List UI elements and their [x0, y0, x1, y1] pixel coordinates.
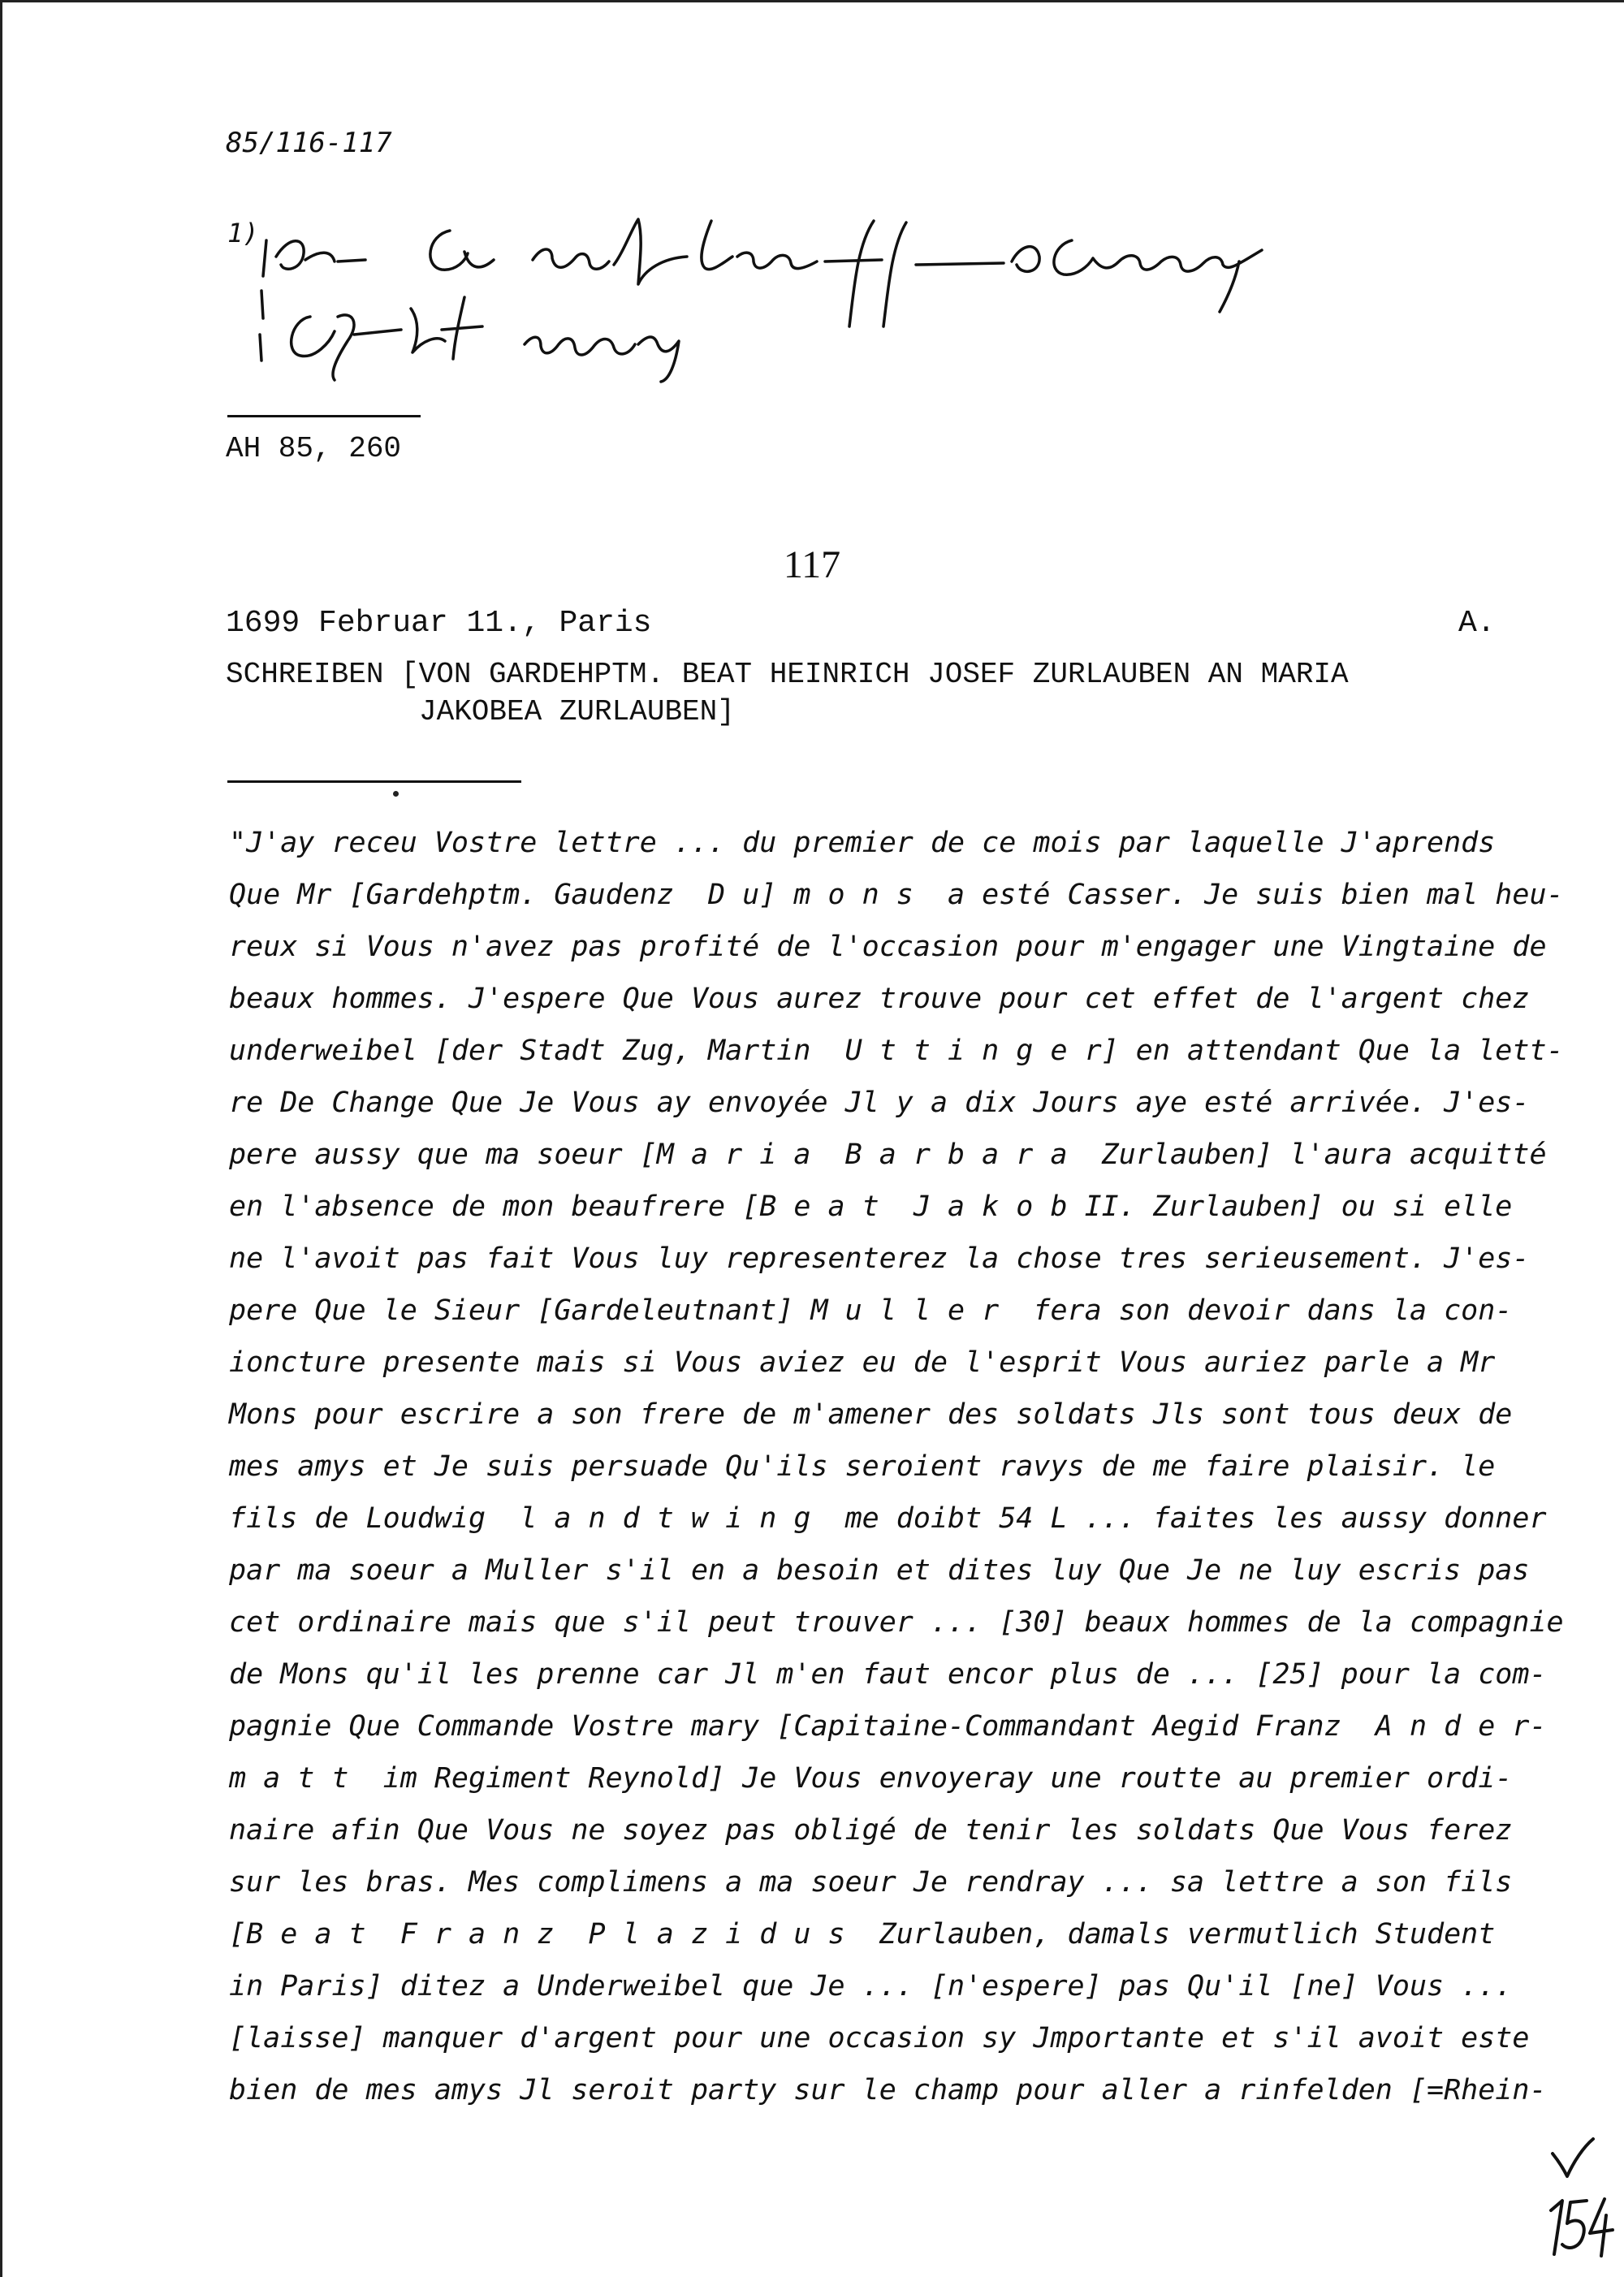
- footnote-marker: 1): [227, 218, 259, 248]
- letter-line: Que Mr [Gardehptm. Gaudenz D u] m o n s a esté Casser. Je suis bien mal heu-: [229, 879, 1564, 911]
- letter-body: [229, 817, 1564, 2116]
- page-border-top: [0, 0, 1624, 2]
- document-number: 117: [783, 543, 841, 586]
- handwritten-signature: [257, 213, 1280, 383]
- letter-line: ioncture presente mais si Vous aviez eu de l'esprit Vous auriez parle a Mr: [229, 1346, 1496, 1379]
- letter-line: mes amys et Je suis persuade Qu'ils seroient ravys de me faire plaisir. le: [229, 1450, 1496, 1483]
- letter-line: "J'ay receu Vostre lettre ... du premier de ce mois par laquelle J'aprends: [229, 827, 1496, 859]
- letter-line: m a t t im Regiment Reynold] Je Vous envoyeray une routte au premier ordi-: [229, 1762, 1513, 1795]
- letter-line: en l'absence de mon beaufrere [B e a t J a k o b II. Zurlauben] ou si elle: [229, 1190, 1513, 1223]
- letter-line: Mons pour escrire a son frere de m'amener des soldats Jls sont tous deux de: [229, 1398, 1513, 1431]
- date-place: 1699 Februar 11., Paris: [226, 606, 652, 641]
- letter-line: sur les bras. Mes complimens a ma soeur Je rendray ... sa lettre a son fils: [229, 1866, 1513, 1899]
- letter-line: bien de mes amys Jl seroit party sur le champ pour aller a rinfelden [=Rhein-: [229, 2074, 1547, 2106]
- source-reference: AH 85, 260: [226, 432, 402, 465]
- letter-line: underweibel [der Stadt Zug, Martin U t t i n g e r] en attendant Que la lett-: [229, 1035, 1564, 1067]
- letter-line: in Paris] ditez a Underweibel que Je ... [n'espere] pas Qu'il [ne] Vous ...: [229, 1970, 1513, 2003]
- letter-line: pagnie Que Commande Vostre mary [Capitaine-Commandant Aegid Franz A n d e r-: [229, 1710, 1547, 1743]
- letter-line: [laisse] manquer d'argent pour une occasion sy Jmportante et s'il avoit este: [229, 2022, 1530, 2054]
- letter-line: pere Que le Sieur [Gardeleutnant] M u l l e r fera son devoir dans la con-: [229, 1294, 1513, 1327]
- letter-line: par ma soeur a Muller s'il en a besoin et dites luy Que Je ne luy escris pas: [229, 1554, 1530, 1587]
- letter-line: cet ordinaire mais que s'il peut trouver ... [30] beaux hommes de la compagnie: [229, 1606, 1564, 1639]
- letter-line: pere aussy que ma soeur [M a r i a B a r b a r a Zurlauben] l'aura acquitté: [229, 1138, 1547, 1171]
- checkmark-icon: [1548, 2134, 1596, 2183]
- letter-line: ne l'avoit pas fait Vous luy representerez la chose tres serieusement. J'es-: [229, 1242, 1530, 1275]
- separator-rule: [227, 780, 521, 783]
- reference-number: 85/116-117: [226, 127, 392, 159]
- archive-mark: A.: [1458, 606, 1496, 641]
- document-heading: SCHREIBEN [VON GARDEHPTM. BEAT HEINRICH JOSEF ZURLAUBEN AN MARIA: [226, 658, 1349, 691]
- letter-line: beaux hommes. J'espere Que Vous aurez trouve pour cet effet de l'argent chez: [229, 983, 1530, 1015]
- letter-line: de Mons qu'il les prenne car Jl m'en faut encor plus de ... [25] pour la com-: [229, 1658, 1547, 1691]
- document-heading-continued: JAKOBEA ZURLAUBEN]: [419, 695, 735, 728]
- letter-line: fils de Loudwig l a n d t w i n g me doibt 54 L ... faites les aussy donner: [229, 1502, 1547, 1535]
- letter-line: [B e a t F r a n z P l a z i d u s Zurlauben, damals vermutlich Student: [229, 1918, 1496, 1951]
- page-border-left: [0, 0, 2, 2277]
- ink-dot: [393, 791, 399, 797]
- handwritten-page-number: [1543, 2186, 1616, 2259]
- letter-line: naire afin Que Vous ne soyez pas obligé de tenir les soldats Que Vous ferez: [229, 1814, 1513, 1847]
- letter-line: reux si Vous n'avez pas profité de l'occasion pour m'engager une Vingtaine de: [229, 931, 1547, 963]
- separator-rule: [227, 415, 421, 417]
- letter-line: re De Change Que Je Vous ay envoyée Jl y a dix Jours aye esté arrivée. J'es-: [229, 1087, 1530, 1119]
